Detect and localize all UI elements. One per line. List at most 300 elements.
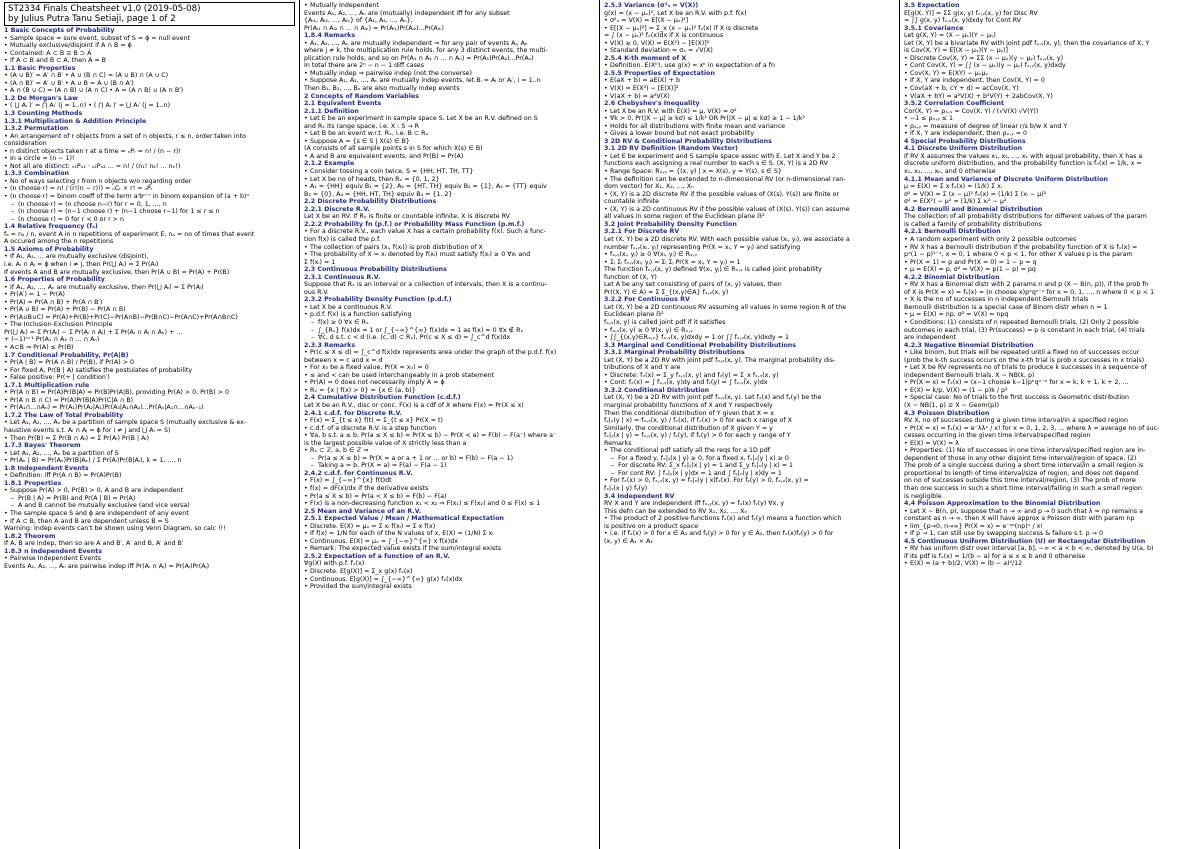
sub-bullet-item: – For cont RV: ∫ fₓ|ᵧ(x | y)dx = 1 and ∫ fᵧ|ₓ(y | x)dy = 1: [604, 470, 895, 478]
section-heading: 4.2.1 Bernoulli Distribution: [904, 228, 1001, 236]
section-heading: 3.2 Joint Probability Density Function: [604, 220, 737, 228]
bullet-item: • Like binom, but trials will be repeated until a fixed no of successes occur: [904, 349, 1196, 357]
text-line: μ = E(X) = Σ x fₓ(x) = (1/k) Σ xᵢ: [904, 183, 1002, 191]
text-line: Then the conditional distribution of Y given that X = x: [604, 409, 775, 417]
sub-bullet-item: – ∀c, d s.t. c < d (i.e. (c, d) ⊂ Rₓ), Pr(c ≤ X ≤ d) = ∫_c^d f(x)dx: [304, 334, 595, 342]
text-line: If A, B are indep, then so are A and B′, A′ and B, A′ and B′: [4, 540, 184, 548]
bullet-item: • (A ∪ B)′ = A′ ∩ B′ • A ∪ (B ∩ C) = (A ∪ B) ∩ (A ∪ C): [4, 72, 295, 80]
text-line: where j ≠ k, the multiplication rule holds, for any 3 distinct events, the multi-: [304, 47, 548, 55]
text-line: The prob of a single success during a short time interval/in a small region is: [904, 462, 1144, 470]
text-line: Let (X, Y) be a 2D RV with joint pdf fₓ,ᵧ(x, y). The marginal probability dis-: [604, 356, 836, 364]
section-heading: 2.3.3 Remarks: [304, 341, 356, 349]
section-heading: 1.8.3 n Independent Events: [4, 547, 103, 555]
sub-bullet-item: – Taking a = b, Pr(X = a) = F(a) − F(a − 1): [304, 462, 595, 470]
bullet-item: • If p → 1, can still use by swapping success & failure s.t. p → 0: [904, 530, 1196, 538]
bullet-item: • Pr(X = x) = fₓ(x) = (x−1 choose k−1)pᵏqˣ⁻ᵏ for x = k, k + 1, k + 2, ...: [904, 379, 1196, 387]
text-line: if its pdf is fₓ(x) = 1/(b − a) for a ≤ x ≤ b and 0 otherwise: [904, 552, 1086, 560]
section-heading: 3.5 Expectation: [904, 2, 960, 9]
bullet-item: • For fixed A, Pr(B | A) satisfies the postulates of probability: [4, 367, 295, 375]
bullet-item: • Range Space: Rₓ,ᵧ = {(x, y) | x = X(s), y = Y(s), s ∈ S}: [604, 168, 895, 176]
title-line-2: by Julius Putra Tanu Setiaji, page 1 of 2: [8, 14, 176, 24]
bullet-item: • RV X has a Binomial distr with 2 params n and p (X ~ B(n, p)), if the prob fn: [904, 281, 1196, 289]
bullet-item: • ( ⋃ Aᵢ )′ = ⋂ Aᵢ′ (j = 1..n) • ( ⋂ Aᵢ )′ = ⋃ Aᵢ′ (j = 1..n): [4, 102, 295, 110]
sub-bullet-item: – (n choose r) = (n−1 choose r) + (n−1 choose r−1) for 1 ≤ r ≤ n: [4, 208, 295, 216]
section-heading: 3.5.1 Covariance: [904, 24, 964, 32]
section-heading: 1.1 Basic Properties: [4, 64, 76, 72]
bullet-item: • (X, Y) is a 2D discrete RV if the possible values of (X(s), Y(s)) are finite or: [604, 191, 895, 199]
text-line: If events A and B are mutually exclusive, then Pr(A ∪ B) = Pr(A) + Pr(B): [4, 268, 230, 276]
text-line: Events A₁, A₂, ..., Aₙ are (mutually) independent iff for any subset: [304, 9, 510, 17]
bullet-item: • Pr(A) = 0 does not necessarily imply A = ϕ: [304, 379, 595, 387]
section-heading: 1.8 Independent Events: [4, 464, 89, 472]
text-line: Let (X, Y) be a bivariate RV with joint pdf fₓ,ᵧ(x, y), then the covariance of X, Y: [904, 39, 1150, 47]
section-heading: 4.2.2 Binomial Distribution: [904, 273, 1000, 281]
bullet-item: • μ = E(X) = p, σ² = V(X) = p(1 − p) = pq: [904, 266, 1196, 274]
section-heading: 3.3.1 Marginal Probability Distributions: [604, 349, 745, 357]
sub-bullet-item: – ∫_{Rₓ} f(x)dx = 1 or ∫_{−∞}^{∞} f(x)dx = 1 as f(x) = 0 ∀x ∉ Rₓ: [304, 327, 595, 335]
section-heading: 3 2D RV & Conditional Probability Distributions: [604, 137, 772, 145]
text-line: functions each assigning a real number to each s ∈ S. (X, Y) is a 2D RV: [604, 160, 828, 168]
section-heading: 4.4 Poisson Approximation to the Binomial Distribution: [904, 500, 1101, 508]
text-line: If RV X assumes the values x₁, x₂, ..., xₖ with equal probability, then X has a: [904, 152, 1143, 160]
bullet-item: • The collection of pairs (xᵢ, f(xᵢ)) is prob distribution of X: [304, 244, 595, 252]
text-line: (prob the k-th success occurs on the x-th trial is prob x successes in x trials): [904, 356, 1145, 364]
section-heading: 4.1.1 Mean and Variance of Discrete Uniform Distribution: [904, 175, 1109, 183]
text-line: Σ f(xᵢ) = 1: [304, 258, 336, 266]
bullet-item: • Let X be a continuous R.V.: [304, 304, 595, 312]
text-line: Bernoulli distribution is a special case of Binom distr when n = 1: [904, 303, 1108, 311]
text-line: Pr(⋃ Aᵢ) = Σ Pr(Aᵢ) − Σ Pr(Aᵢ ∩ Aⱼ) + Σ Pr(Aᵢ ∩ Aⱼ ∩ Aₖ) + ...: [4, 328, 183, 336]
section-heading: 1.8.2 Theorem: [4, 532, 56, 540]
bullet-item: • Continuous. E[g(X)] = ∫_{−∞}^{∞} g(x) fₓ(x)dx: [304, 576, 595, 584]
section-heading: 4.5 Continuous Uniform Distribution (U) or Rectangular Distribution: [904, 537, 1146, 545]
section-heading: 2.1.2 Example: [304, 160, 355, 168]
text-line: Let (X, Y) be a 2D discrete RV. With each possible value (xᵢ, yⱼ), we associate a: [604, 235, 850, 243]
text-line: tributions of X and Y are: [604, 364, 681, 372]
bullet-item: • Mutually indep ⇒ pairwise indep (not the converse): [304, 70, 595, 78]
bullet-item: • Pairwise Independent Events: [4, 555, 295, 563]
bullet-item: • Consider tossing a coin twice, S = {HH, HT, TH, TT}: [304, 168, 595, 176]
bullet-item: • F(x) is a non-decreasing function x₁ < x₂ ⇒ F(x₁) ≤ F(x₂) and 0 ≤ F(x) ≤ 1: [304, 500, 595, 508]
bullet-item: • The definition can be extended to n-dimensional RV (or n-dimensional ran-: [604, 176, 895, 184]
bullet-item: • Then Pr(B) = Σ Pr(B ∩ Aᵢ) = Σ Pr(Aᵢ) Pr(B | Aᵢ): [4, 435, 295, 443]
text-line: on no of successes outside this time interval/region, (3) The prob of more: [904, 477, 1136, 485]
bullet-item: • n distinct objects taken r at a time = ₙPᵣ = n! / (n − r)!: [4, 148, 295, 156]
column-3: [600, 0, 900, 849]
section-heading: 2.1 Equivalent Events: [304, 100, 382, 108]
section-heading: 3.5.2 Correlation Coefficient: [904, 100, 1005, 108]
text-line: ∀g(X) with p.f. fₓ(x): [304, 560, 365, 568]
bullet-item: • False positive: Pr(+ | condition′): [4, 374, 295, 382]
bullet-item: • Discrete Cov(X, Y) = ΣΣ (x − μₓ)(y − μᵧ) fₓ,ᵧ(x, y): [904, 55, 1196, 63]
bullet-item: • Pr(a ≤ X ≤ b) = Pr(a < X ≤ b) = F(b) − F(a): [304, 493, 595, 501]
section-heading: 1.4 Relative frequency (fₐ): [4, 223, 98, 231]
bullet-item: • (n choose r) = n! / (r!(n − r)!) = ₙCᵣ × r! = ₙPᵣ: [4, 185, 295, 193]
bullet-item: • Cont Cov(X, Y) = ∫∫ (x − μₓ)(y − μᵧ) fₓ,ᵧ(x, y)dxdy: [904, 62, 1196, 70]
section-heading: 2.5.3 Variance (σ²ₓ = V(X)): [604, 2, 699, 9]
bullet-item: • The Inclusion-Exclusion Principle: [4, 321, 295, 329]
bullet-item: • Pr(A₁∩...∩Aₙ) = Pr(A₁)Pr(A₂|A₁)Pr(A₃|A₁∩A₂)...Pr(Aₙ|A₁∩...∩Aₙ₋₁): [4, 404, 295, 412]
text-line: fₐ = nₐ / n, event A in n repetitions of experiment E, nₐ = no of times that event: [4, 230, 255, 238]
bullet-item: • Let B be an event w.r.t. Rₓ, i.e. B ⊂ Rₓ: [304, 130, 595, 138]
text-line: A occured among the n repetitions: [4, 238, 114, 246]
section-heading: 2.5.1 Expected Value / Mean / Mathematical Expectation: [304, 515, 505, 523]
bullet-item: • X is the no of successes in n independent Bernoulli trials: [904, 296, 1196, 304]
bullet-item: • Pr(A) = Pr(A ∩ B) + Pr(A ∩ B′): [4, 299, 295, 307]
bullet-item: • Let X ~ B(n, p), suppose that n → ∞ and p → 0 such that λ = np remains a: [904, 508, 1196, 516]
bullet-item: • Cont: fₓ(x) = ∫ fₓ,ᵧ(x, y)dy and fᵧ(y) = ∫ fₓ,ᵧ(x, y)dx: [604, 379, 895, 387]
bullet-item: • i.e. if fₓ(x) > 0 for x ∈ A₁ and fᵧ(y) > 0 for y ∈ A₂, then fₓ(x)fᵧ(y) > 0 for: [604, 530, 895, 538]
text-line: number fₓ,ᵧ(xᵢ, yⱼ) representing Pr(X = xᵢ, Y = yⱼ) and satisfying: [604, 243, 801, 251]
section-heading: 1.3.1 Multiplication & Addition Principle: [4, 117, 147, 125]
section-heading: 2.5.5 Properties of Expectation: [604, 69, 715, 77]
section-heading: 2.4 Cumulative Distribution Function (c.d.f.): [304, 394, 461, 402]
text-line: σ² = E(X²) − μ² = (1/k) Σ xᵢ² − μ²: [904, 198, 1007, 206]
text-line: is the largest possible value of X strictly less than a: [304, 439, 467, 447]
bullet-item: • μ = E(X) = np, σ² = V(X) = npq: [904, 311, 1196, 319]
bullet-item: • fₓ,ᵧ(x, y) ≥ 0 ∀(x, y) ∈ Rₓ,ᵧ: [604, 327, 895, 335]
bullet-item: • The probability of X = xᵢ denoted by f(xᵢ) must satisfy f(xᵢ) ≥ 0 ∀xᵢ and: [304, 251, 595, 259]
text-line: The collection of all probability distributions for different values of the param: [904, 213, 1147, 221]
text-line: RV X, no of successes during a given time interval/in a specified region: [904, 417, 1128, 425]
bullet-item: • (n choose r) = binom coeff of the term aʳbⁿ⁻ʳ in binom expansion of (a + b)ⁿ: [4, 193, 295, 201]
column-4: [900, 0, 1200, 849]
bullet-item: • Discrete. E[g(X)] = Σ_x g(x) fₓ(x): [304, 568, 595, 576]
title-box: [4, 2, 295, 26]
text-line: B₃ = {0}, A₄ = {HH, HT, TH} equiv B₄ = {1, 2}: [304, 190, 453, 198]
text-line: between x = c and x = d: [304, 356, 383, 364]
section-heading: 1.3 Counting Methods: [4, 110, 83, 118]
bullet-item: • ∫∫_{(x,y)∈Rₓ,ᵧ} fₓ,ᵧ(x, y)dxdy = 1 or ∫∫ fₓ,ᵧ(x, y)dxdy = 1: [604, 334, 895, 342]
text-line: marginal probability functions of X and Y respectively: [604, 401, 773, 409]
text-line: independent Bernoulli trials, X ~ NB(k, p): [904, 371, 1035, 379]
bullet-item: • lim_{p→0, n→∞} Pr(X = x) = e⁻ⁿᵖ(np)ˣ / x!: [904, 523, 1196, 531]
text-line: and Rₓ its range space, i.e. X : S → R: [304, 122, 420, 130]
text-line: Let A be any set consisting of pairs of (x, y) values, then: [604, 281, 782, 289]
text-line: all values in some region of the Euclidean plane ℝ²: [604, 213, 765, 221]
bullet-item: • ≤ and < can be used interchangeably in a prob statement: [304, 372, 595, 380]
text-line: In total there are 2ⁿ − n − 1 diff cases: [304, 62, 425, 70]
bullet-item: • Rₓ = {x | f(x) > 0} = {x ∈ (a, b)}: [304, 387, 595, 395]
bullet-item: • If X, Y are independent, then ρₓ,ᵧ = 0: [904, 130, 1196, 138]
section-heading: 1.6 Properties of Probability: [4, 276, 105, 284]
bullet-item: • Pr(A ∪ B) = Pr(A) + Pr(B) − Pr(A ∩ B): [4, 306, 295, 314]
bullet-item: • p.d.f. f(x) is a function satisfying: [304, 311, 595, 319]
bullet-item: • Let A₁, A₂, ..., Aₙ be a partition of sample space S (mutually exclusive & ex-: [4, 419, 295, 427]
bullet-item: • Let X be no of heads, then Rₓ = {0, 1, 2}: [304, 176, 595, 184]
bullet-item: • If A ⊂ B, then A and B are dependent unless B = S: [4, 518, 295, 526]
bullet-item: • A⊂B ⇒ Pr(A) ≤ Pr(B): [4, 344, 295, 352]
bullet-item: • V(X) = E(X²) − [E(X)]²: [604, 85, 895, 93]
text-line: Let X be an R.V., disc or conc. F(x) is a cdf of X where F(x) = Pr(X ≤ x): [304, 401, 524, 409]
bullet-item: • For fₓ(x) > 0, fₓ,ᵧ(x, y) = fᵧ|ₓ(y | x)fₓ(x). For fᵧ(y) > 0, fₓ,ᵧ(x, y) =: [604, 477, 895, 485]
bullet-item: • E(X) = V(X) = λ: [904, 440, 1196, 448]
section-heading: 3.2.2 For Continuous RV: [604, 296, 690, 304]
column-3-content: [604, 2, 895, 545]
text-line: Events A₁, A₂, ..., Aₙ are pairwise indep iff Pr(Aᵢ ∩ Aⱼ) = Pr(Aᵢ)Pr(Aⱼ): [4, 562, 210, 570]
text-line: of X is Pr(X = x) = fₓ(x) = (n choose x)pˣqⁿ⁻ˣ for x = 0, 1, ..., n where 0 < p < 1: [904, 288, 1155, 296]
bullet-item: • The sample space S and ϕ are independent of any event: [4, 510, 295, 518]
bullet-item: • If f(x) = 1/N for each of the N values of x, E(X) = (1/N) Σ xᵢ: [304, 530, 595, 538]
section-heading: 2.3 Continuous Probability Distributions: [304, 266, 447, 274]
bullet-item: • For a discrete R.V., each value X has a certain probability f(x). Such a func-: [304, 228, 595, 236]
section-heading: 3.3.2 Conditional Distribution: [604, 386, 710, 394]
sub-bullet-item: – For discrete RV: Σ_x fₓ|ᵧ(x | y) = 1 and Σ_y fᵧ|ₓ(y | x) = 1: [604, 462, 895, 470]
sub-bullet-item: – Pr(a ≤ X ≤ b) = Pr(X = a or a + 1 or ... or b) = F(b) − F(a − 1): [304, 455, 595, 463]
section-heading: 2 Concepts of Random Variables: [304, 92, 419, 100]
text-line: pˣ(1 − p)¹⁻ˣ, x = 0, 1 where 0 < p < 1, for other X values p is the param: [904, 251, 1133, 259]
bullet-item: • V(aX + bY) = a²V(X) + b²V(Y) + 2abCov(X, Y): [904, 93, 1196, 101]
section-heading: 2.6 Chebyshev's Inequality: [604, 100, 700, 108]
section-heading: 2.1.1 Definition: [304, 107, 359, 115]
bullet-item: • If A₁, A₂, ... are mutually exclusive (disjoint),: [4, 253, 295, 261]
section-heading: 1.7.3 Bayes' Theorem: [4, 442, 81, 450]
bullet-item: • Pr(X = 1) = p and Pr(X = 0) = 1 − p = q: [904, 259, 1196, 267]
bullet-item: • V(aX + b) = a²V(X): [604, 93, 895, 101]
bullet-item: • The conditional pdf satisfy all the reqs for a 1D pdf: [604, 447, 895, 455]
bullet-item: • Pr(A∪B∪C) = Pr(A)+Pr(B)+Pr(C)−Pr(A∩B)−Pr(B∩C)−Pr(A∩C)+Pr(A∩B∩C): [4, 314, 295, 322]
bullet-item: • Pr(A ∩ B) = Pr(A)Pr(B|A) = Pr(B)Pr(A|B), providing Pr(A) > 0, Pr(B) > 0: [4, 389, 295, 397]
section-heading: 2.3.2 Probability Density Function (p.d.f.): [304, 296, 452, 304]
text-line: Suppose that Rₓ is an interval or a collection of intervals, then X is a continu-: [304, 281, 548, 289]
bullet-item: • Pr(Aₖ | B) = Pr(Aₖ)Pr(B|Aₖ) / Σ Pr(Aᵢ)Pr(B|Aᵢ), k = 1, ..., n: [4, 457, 295, 465]
bullet-item: • No of ways selecting r from n objects w/o regarding order: [4, 178, 295, 186]
text-line: (x, y) ∈ A₁ × A₂: [604, 537, 653, 545]
section-heading: 2.3.1 Continuous R.V.: [304, 273, 381, 281]
sub-bullet-item: – For a fixed y, fₓ|ᵧ(x | y) ≥ 0, for a fixed x, fᵧ|ₓ(y | x) ≥ 0: [604, 455, 895, 463]
section-heading: 3.3 Marginal and Conditional Probability Distributions: [604, 341, 797, 349]
text-line: fₓ|ᵧ(x | y) = fₓ,ᵧ(x, y) / fᵧ(y), if fᵧ(y) > 0 for each y range of Y: [604, 432, 791, 440]
section-heading: 1.5 Axioms of Probability: [4, 245, 94, 253]
section-heading: 1.7.1 Multiplication rule: [4, 381, 90, 389]
text-line: outcomes in each trial, (3) Pr(success) = p is constant in each trial, (4) trials: [904, 326, 1145, 334]
text-line: is called a family of probability distributions: [904, 220, 1042, 228]
bullet-item: • σ²ₓ = V(X) = E[(X − μₓ)²]: [604, 17, 895, 25]
bullet-item: • A and B are equivalent events, and Pr(B) = Pr(A): [304, 153, 595, 161]
text-line: is negligible: [904, 492, 942, 500]
text-line: = ∫∫ g(x, y) fₓ,ᵧ(x, y)dxdy for Cont RV: [904, 17, 1022, 25]
bullet-item: • E(X) = (a + b)/2, V(X) = (b − a)²/12: [904, 560, 1196, 568]
sub-bullet-item: – (n choose r) = (n choose n−r) for r = 0, 1, ..., n: [4, 201, 295, 209]
text-line: cesses occurring in the given time interval/specified region: [904, 432, 1091, 440]
bullet-item: • Let E be an experiment in sample space S. Let X be an R.V. defined on S: [304, 115, 595, 123]
text-line: Let (X, Y) be a 2D continuous RV assuming all values in some region R of the: [604, 303, 847, 311]
text-line: (X ~ NB(1, p) ≡ X ~ Geom(p)): [904, 401, 999, 409]
section-heading: 4.3 Poisson Distribution: [904, 409, 990, 417]
bullet-item: • A₁ = {HH} equiv B₁ = {2}, A₂ = {HT, TH} equiv B₂ = {1}, A₃ = {TT} equiv: [304, 183, 595, 191]
text-line: discrete uniform distribution, and the probability function is fₓ(x) = 1/k, x =: [904, 160, 1142, 168]
bullet-item: • (X, Y) is a 2D continuous RV if the possible values of (X(s), Y(s)) can assume: [604, 206, 895, 214]
column-1: [0, 0, 300, 849]
text-line: This defn can be extended to RV X₁, X₂, ..., Xₙ: [604, 507, 748, 515]
sub-bullet-item: – f(x) ≥ 0 ∀x ∈ Rₓ: [304, 319, 595, 327]
section-heading: 1.3.3 Combination: [4, 170, 70, 178]
text-line: σ² = V(X) = Σ (x − μ)² fₓ(x) = (1/k) Σ (xᵢ − μ)²: [904, 190, 1047, 198]
section-heading: 2.2 Discrete Probability Distributions: [304, 198, 437, 206]
section-heading: 2.5 Mean and Variance of an R.V.: [304, 507, 422, 515]
text-line: Similarly, the conditional distribution of X given Y = y: [604, 424, 773, 432]
bullet-item: • Definition: iff Pr(A ∩ B) = Pr(A)Pr(B): [4, 472, 295, 480]
text-line: ous R.V.: [304, 288, 329, 296]
bullet-item: • If X, Y are independent, then Cov(X, Y) = 0: [904, 77, 1196, 85]
bullet-item: • Contained: A ⊂ B ≡ B ⊃ A: [4, 50, 295, 58]
text-line: fₓ|ᵧ(x | y) fᵧ(y): [604, 485, 648, 492]
sub-bullet-item: – A and B cannot be mutually exclusive (and vice versa): [4, 502, 295, 510]
bullet-item: • RV has uniform distr over interval [a, b], −∞ < a < b < ∞, denoted by U(a, b): [904, 545, 1196, 553]
bullet-item: • A random experiment with only 2 possible outcomes: [904, 236, 1196, 244]
section-heading: 1.7.2 The Law of Total Probability: [4, 411, 124, 419]
text-line: function of (X, Y): [604, 273, 657, 281]
text-line: proportional to length of time interval/size of region, and does not depend: [904, 469, 1139, 477]
bullet-item: • f(x) = dF(x)/dx if the derivative exists: [304, 485, 595, 493]
section-heading: 2.2.2 Probability fn (p.f.) or Probability Mass Function (p.m.f.): [304, 220, 525, 228]
section-heading: 1 Basic Concepts of Probability: [4, 27, 115, 34]
text-line: Then B₁, B₂, ..., Bₙ are also mutually indep events: [304, 85, 460, 93]
text-line: Pr(Aᵢ₁ ∩ Aᵢ₂ ∩ ... ∩ Aᵢₖ) = Pr(Aᵢ₁)Pr(Aᵢ₂)...Pr(Aᵢₖ): [304, 24, 444, 32]
text-line: constant as n → ∞, then X will have approx a Poisson distr with param np: [904, 515, 1135, 523]
text-line: countable infinite: [604, 198, 660, 206]
bullet-item: • Suppose A₁, A₂, ..., Aₙ are mutually indep events, let Bᵢ = Aᵢ or Aᵢ′, i = 1..n: [304, 77, 595, 85]
section-heading: 3.2.1 For Discrete RV: [604, 228, 680, 236]
bullet-item: • Not all are distinct: ₙ₁Pₙ₁ · ₙ₂Pₙ₂ … = n! / (n₁! n₂! … nₖ!): [4, 163, 295, 171]
bullet-item: • ∀a, b s.t. a ≤ b, Pr(a ≤ X ≤ b) = Pr(X ≤ b) − Pr(X < a) = F(b) − F(a⁻) where a⁻: [304, 432, 595, 440]
bullet-item: • Discrete: fₓ(x) = Σ_y fₓ,ᵧ(x, y) and fᵧ(y) = Σ_x fₓ,ᵧ(x, y): [604, 372, 895, 380]
bullet-item: • Suppose A = {s ∈ S | X(s) ∈ B}: [304, 138, 595, 146]
section-heading: 2.5.2 Expectation of a function of an R.V.: [304, 552, 450, 560]
bullet-item: • Conditions: (1) consists of n repeated Bernoulli trials, (2) Only 2 possible: [904, 319, 1196, 327]
section-heading: 3.4 Independent RV: [604, 492, 675, 500]
section-heading: 1.8.4 Remarks: [304, 32, 356, 40]
section-heading: 1.8.1 Properties: [4, 479, 62, 487]
bullet-item: • Σᵢ Σⱼ fₓ,ᵧ(xᵢ, yⱼ) = Σᵢ Σⱼ Pr(X = xᵢ, Y = yⱼ) = 1: [604, 259, 895, 267]
bullet-item: • If A₁, A₂, ..., Aₙ are mutually exclusive, then Pr(⋃ Aᵢ) = Σ Pr(Aᵢ): [4, 284, 295, 292]
text-line: The function fₓ,ᵧ(x, y) defined ∀(xᵢ, yⱼ) ∈ Rₓ,ᵧ is called joint probability: [604, 266, 822, 274]
section-heading: 2.4.1 c.d.f. for Discrete R.V.: [304, 409, 403, 417]
bullet-item: • In a circle = (n − 1)!: [4, 155, 295, 163]
bullet-item: • Discrete. E(X) = μₓ = Σ xᵢ f(xᵢ) = Σ x f(x): [304, 523, 595, 531]
bullet-item: • c.d.f. of a discrete R.V. is a step function: [304, 425, 595, 433]
bullet-item: • V(X) ≥ 0, V(X) = E(X²) − [E(X)]²: [604, 40, 895, 48]
text-line: (A consists of all sample points s in S for which X(s) ∈ B): [304, 145, 483, 153]
column-1-content: [4, 27, 295, 570]
text-line: haustive events s.t. Aᵢ ∩ Aⱼ = ϕ for i ≠ j and ⋃ Aᵢ = S): [4, 426, 171, 434]
bullet-item: • Let A₁, A₂, ..., Aₙ be a partition of S: [4, 450, 295, 458]
section-heading: 1.2 De Morgan's Law: [4, 94, 78, 102]
bullet-item: • (A ∩ B)′ = A′ ∪ B′ • A ∪ B = A ∪ (B ∩ A′): [4, 80, 295, 88]
bullet-item: • Gives a lower bound but not exact probability: [604, 130, 895, 138]
bullet-item: • Sample space = sure event, subset of S = ϕ = null event: [4, 35, 295, 43]
bullet-item: • Mutually Independent: [304, 2, 595, 10]
bullet-item: • ∀k > 0, Pr(|X − μ| ≥ kσ) ≤ 1/k² OR Pr(|X − μ| ≤ kσ) ≥ 1 − 1/k²: [604, 115, 895, 123]
text-line: = ∫ (x − μₓ)² fₓ(x)dx if X is continuous: [604, 32, 724, 40]
text-line: fᵧ|ₓ(y | x) = fₓ,ᵧ(x, y) / fₓ(x), if fₓ(x) > 0 for each x range of X: [604, 417, 792, 425]
bullet-item: • Let X be an R.V. with E(X) = μ, V(X) = σ²: [604, 108, 895, 116]
title-line-1: ST2334 Finals Cheatsheet v1.0 (2019-05-08): [8, 4, 201, 14]
bullet-item: • Standard deviation = σₓ = √V(X): [604, 47, 895, 55]
bullet-item: • Properties: (1) No of successes in one time interval/specified region are in-: [904, 447, 1196, 455]
section-heading: 4.2 Bernoulli and Binomial Distribution: [904, 205, 1043, 213]
text-line: Warning: Indep events can't be shown using Venn Diagram, so calc !!!: [4, 525, 226, 533]
text-line: dom vector) for X₁, X₂, ..., Xₙ: [604, 183, 694, 191]
text-line: x₁, x₂, ..., xₖ, and 0 otherwise: [904, 168, 996, 176]
section-heading: 4.1 Discrete Uniform Distribution: [904, 145, 1023, 153]
sub-bullet-item: – (n choose r) = 0 for r < 0 or r > n: [4, 216, 295, 224]
text-line: consideration: [4, 140, 47, 148]
column-2-content: [304, 2, 595, 591]
bullet-item: • A ∩ (B ∪ C) = (A ∩ B) ∪ (A ∩ C) • A = (A ∩ B) ∪ (A ∩ B′): [4, 87, 295, 95]
bullet-item: • Mutually exclusive/disjoint if A ∩ B = ϕ: [4, 42, 295, 50]
bullet-item: • If A ⊂ B and B ⊂ A, then A = B: [4, 57, 295, 65]
text-line: dependent of those in any other disjoint time interval/region of space, (2): [904, 454, 1137, 462]
bullet-item: • Suppose Pr(A) > 0, Pr(B) > 0, A and B are independent: [4, 487, 295, 495]
bullet-item: • F(x) = ∫_{−∞}^{x} f(t)dt: [304, 477, 595, 485]
bullet-item: • Pr(c ≤ X ≤ d) = ∫_c^d f(x)dx represents area under the graph of the p.d.f. f(x): [304, 349, 595, 357]
text-line: E[g(X, Y)] = ΣΣ g(x, y) fₓ,ᵧ(x, y) for Disc RV: [904, 9, 1038, 17]
bullet-item: • Pr(A ∩ B ∩ C) = Pr(A)Pr(B|A)Pr(C|A ∩ B): [4, 397, 295, 405]
text-line: Pr((X, Y) ∈ A) = Σ Σ_{(x,y)∈A} fₓ,ᵧ(x, y): [604, 288, 729, 296]
text-line: is Cov(X, Y) = E[(X − μₓ)(Y − μᵧ)]: [904, 47, 1008, 55]
bullet-item: • Pr(A′) = 1 − Pr(A): [4, 291, 295, 299]
bullet-item: • The product of 2 positive functions fₓ(x) and fᵧ(y) means a function which: [604, 515, 895, 523]
bullet-item: • For x₀ be a fixed value, Pr(X = x₀) = 0: [304, 364, 595, 372]
sub-bullet-item: – Pr(B | A) = Pr(B) and Pr(A | B) = Pr(A): [4, 495, 295, 503]
bullet-item: • ρₓ,ᵧ = measure of degree of linear r/s b/w X and Y: [904, 123, 1196, 131]
bullet-item: • Cov(aX + b, cY + d) = acCov(X, Y): [904, 85, 1196, 93]
text-line: fₓ,ᵧ(x, y) is called joint pdf if it satisfies: [604, 318, 726, 326]
bullet-item: • RV X has a Bernoulli distribution if the probability function of X is fₓ(x) =: [904, 244, 1196, 252]
bullet-item: • Pr(X = x) = fₓ(x) = e⁻λλˣ / x! for x = 0, 1, 2, 3, ... where λ = average no of suc-: [904, 425, 1196, 433]
section-heading: 3.1 2D RV Definition (Random Vector): [604, 145, 738, 153]
text-line: Let g(X, Y) = (X − μₓ)(Y − μᵧ): [904, 32, 996, 40]
section-heading: 4.2.3 Negative Binomial Distribution: [904, 341, 1034, 349]
text-line: g(x) = (x − μₓ)², Let X be an R.V. with p.f. f(x): [604, 9, 747, 17]
bullet-item: • Special case: No of trials to the first success is Geometric distribution: [904, 394, 1196, 402]
column-2: [300, 0, 600, 849]
section-heading: 1.7 Conditional Probability, Pr(A|B): [4, 351, 129, 359]
text-line: tion f(x) is called the p.f.: [304, 235, 381, 243]
bullet-item: • Let E be experiment and S sample space assoc with E. Let X and Y be 2: [604, 153, 895, 161]
bullet-item: • Definition. E(Xᵏ), use g(x) = xᵏ in expectation of a fn: [604, 62, 895, 70]
bullet-item: • F(x) = Σ_{t ≤ x} f(t) = Σ_{t ≤ x} Pr(X = t): [304, 417, 595, 425]
text-line: than one success in such a short time interval/falling in such a small region: [904, 485, 1142, 492]
text-line: Let X be an RV. If Rₓ is finite or countable infinite, X is discrete RV: [304, 213, 510, 221]
bullet-item: • Rₓ ⊂ ℤ, a, b ∈ ℤ ⇒: [304, 447, 595, 455]
column-4-content: [904, 2, 1196, 568]
text-line: Euclidean plane ℝ²: [604, 311, 664, 319]
section-heading: 2.4.2 c.d.f. for Continuous R.V.: [304, 469, 413, 477]
text-line: RV X and Y are independent iff fₓ,ᵧ(x, y) = fₓ(x) fᵧ(y) ∀x, y: [604, 500, 785, 508]
bullet-item: • An arrangement of r objects from a set of n objects, r ≤ n, order taken into: [4, 133, 295, 141]
bullet-item: • Remark: The expected value exists if the sum/integral exists: [304, 545, 595, 553]
section-heading: 2.2.1 Discrete R.V.: [304, 205, 370, 213]
section-heading: 1.3.2 Permutation: [4, 125, 69, 133]
bullet-item: • A₁, A₂, ..., Aₙ are mutually independent ⇒ for any pair of events Aⱼ, Aₖ: [304, 40, 595, 48]
text-line: Remarks: [604, 439, 632, 447]
bullet-item: • Let X be RV represents no of trials to produce k successes in a sequence of: [904, 364, 1196, 372]
bullet-item: • Pr(A | B) = Pr(A ∩ B) / Pr(B), if Pr(A) > 0: [4, 359, 295, 367]
text-line: i.e. Aᵢ ∩ Aⱼ = ϕ when i ≠ j, then Pr(⋃ Aᵢ) = Σ Pr(Aᵢ): [4, 260, 159, 268]
text-line: are independent: [904, 334, 956, 342]
bullet-item: • E(aX + b) = aE(X) + b: [604, 77, 895, 85]
bullet-item: • Provided the sum/integral exists: [304, 583, 595, 591]
text-line: Let (X, Y) be a 2D RV with joint pdf fₓ,ᵧ(x, y). Let fₓ(x) and fᵧ(y) be the: [604, 394, 822, 402]
bullet-item: • Holds for all distributions with finite mean and variance: [604, 123, 895, 131]
text-line: plication rule holds, and so on Pr(A₁ ∩ A₂ ∩ ... ∩ Aₙ) = Pr(A₁)Pr(A₂)...Pr(Aₙ): [304, 54, 534, 62]
text-line: Cor(X, Y) = ρₓ,ᵧ = Cov(X, Y) / (√V(X) √V(Y)): [904, 107, 1039, 115]
text-line: is positive on a product space: [604, 522, 699, 530]
bullet-item: • E(X) = k/p, V(X) = (1 − p)k / p²: [904, 387, 1196, 395]
bullet-item: • E[(X − μₓ)²] = Σ_x (x − μₓ)² fₓ(x) if X is discrete: [604, 25, 895, 33]
